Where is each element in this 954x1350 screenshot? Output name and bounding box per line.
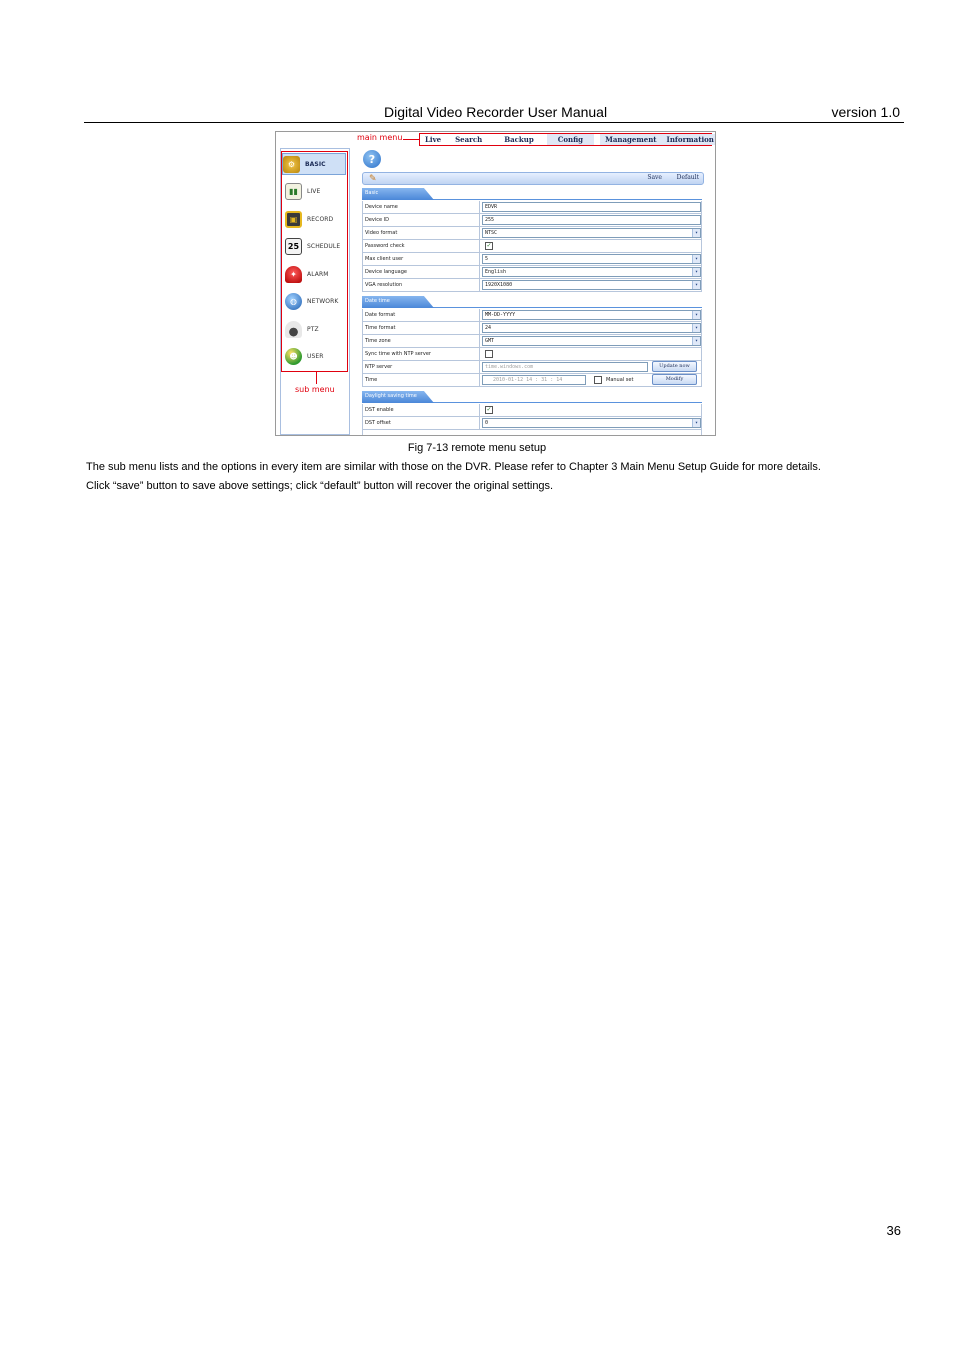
- sub-menu-basic[interactable]: [282, 153, 346, 175]
- sub-menu-label: BASIC: [305, 160, 326, 168]
- section-title: Date time: [365, 298, 390, 304]
- sub-menu-label: RECORD: [307, 215, 334, 223]
- setting-label: Time: [365, 377, 378, 383]
- toolbar: [362, 172, 704, 185]
- sub-menu-ptz[interactable]: [285, 318, 351, 340]
- date-format-select[interactable]: MM-DD-YYYY ▾: [482, 310, 701, 320]
- section-title: Basic: [365, 190, 379, 196]
- sub-menu-label: LIVE: [307, 187, 321, 195]
- setting-label: Time format: [365, 325, 396, 331]
- default-button[interactable]: Default: [676, 174, 699, 181]
- setting-label: Max client user: [365, 256, 404, 262]
- setting-row-partial: [362, 430, 702, 435]
- device-name-input[interactable]: EDVR: [482, 202, 701, 212]
- chevron-down-icon[interactable]: ▾: [692, 268, 700, 276]
- page-header-title: Digital Video Recorder User Manual: [384, 104, 608, 120]
- sub-menu-annotation-line: [316, 372, 317, 384]
- globe-icon: ◍: [285, 293, 302, 310]
- setting-row-time-format: [362, 322, 702, 335]
- calendar-icon: 25: [285, 238, 302, 255]
- update-now-button[interactable]: Update now: [652, 361, 697, 372]
- sub-menu-record[interactable]: [285, 208, 351, 230]
- setting-row-ntp-server: [362, 361, 702, 374]
- main-menu-management[interactable]: Management: [600, 134, 661, 145]
- main-menu-config[interactable]: Config: [547, 134, 594, 145]
- time-input[interactable]: 2010-01-12 14 : 31 : 14: [482, 375, 586, 385]
- main-menu-annotation-line: [403, 139, 419, 140]
- chevron-down-icon[interactable]: ▾: [692, 419, 700, 427]
- sub-menu-label: USER: [307, 352, 324, 360]
- setting-label: Date format: [365, 312, 396, 318]
- chevron-down-icon[interactable]: ▾: [692, 281, 700, 289]
- sync-ntp-checkbox[interactable]: [485, 350, 493, 358]
- alarm-icon: ✦: [285, 266, 302, 283]
- settings-panel: [362, 188, 704, 435]
- main-menu-search[interactable]: Search: [455, 135, 483, 144]
- video-format-select[interactable]: NTSC ▾: [482, 228, 701, 238]
- setting-row-sync-ntp: [362, 348, 702, 361]
- sub-menu-alarm[interactable]: [285, 263, 351, 285]
- save-button[interactable]: Save: [647, 174, 662, 181]
- vga-resolution-select[interactable]: 1920X1080 ▾: [482, 280, 701, 290]
- camera-dome-icon: [285, 321, 302, 338]
- body-paragraph: The sub menu lists and the options in every item are similar with those on the DVR. Please refer to Chapter 3 Main Menu Setup Guide for more details.: [86, 461, 821, 473]
- section-header-date-time: [362, 296, 702, 308]
- pencil-icon: ✎: [369, 174, 377, 184]
- chevron-down-icon[interactable]: ▾: [692, 311, 700, 319]
- sub-menu-user[interactable]: [285, 345, 351, 367]
- bar-chart-icon: ▮▮: [285, 183, 302, 200]
- setting-row-password-check: [362, 240, 702, 253]
- gear-icon: ⚙: [283, 156, 300, 173]
- header-rule: [84, 122, 904, 123]
- setting-label: DST offset: [365, 420, 391, 426]
- manual-set-label: Manual set: [606, 377, 634, 383]
- setting-label: Device language: [365, 269, 407, 275]
- sub-menu-network[interactable]: [285, 290, 351, 312]
- ntp-server-input[interactable]: time.windows.com: [482, 362, 648, 372]
- setting-row-device-name: [362, 201, 702, 214]
- sub-menu-live[interactable]: [285, 180, 351, 202]
- chevron-down-icon[interactable]: ▾: [692, 337, 700, 345]
- sub-menu-label: SCHEDULE: [307, 242, 341, 250]
- sub-menu-schedule[interactable]: [285, 235, 351, 257]
- chevron-down-icon[interactable]: ▾: [692, 255, 700, 263]
- page-header-version: version 1.0: [831, 104, 900, 120]
- setting-row-vga-resolution: [362, 279, 702, 292]
- device-language-select[interactable]: English ▾: [482, 267, 701, 277]
- sub-menu-label: PTZ: [307, 325, 319, 333]
- setting-row-device-language: [362, 266, 702, 279]
- setting-label: Video format: [365, 230, 398, 236]
- section-header-basic: [362, 188, 702, 200]
- sub-menu-annotation: sub menu: [295, 385, 335, 394]
- setting-row-dst-enable: [362, 404, 702, 417]
- main-menu-live[interactable]: Live: [425, 135, 442, 144]
- setting-label: VGA resolution: [365, 282, 403, 288]
- setting-label: NTP server: [365, 364, 393, 370]
- main-menu-bar: [419, 133, 712, 146]
- setting-row-time-zone: [362, 335, 702, 348]
- manual-set-checkbox[interactable]: [594, 376, 602, 384]
- setting-row-video-format: [362, 227, 702, 240]
- setting-label: Device name: [365, 204, 398, 210]
- section-header-dst: [362, 391, 702, 403]
- setting-label: Sync time with NTP server: [365, 351, 431, 357]
- page-number: 36: [886, 1223, 901, 1238]
- sub-menu-label: ALARM: [307, 270, 329, 278]
- main-menu-annotation: main menu: [357, 133, 403, 142]
- dst-enable-checkbox[interactable]: ✓: [486, 406, 492, 413]
- help-icon[interactable]: ?: [363, 150, 381, 168]
- figure-caption: Fig 7-13 remote menu setup: [407, 442, 547, 454]
- film-icon: ▣: [285, 211, 302, 228]
- setting-label: DST enable: [365, 407, 394, 413]
- setting-label: Device ID: [365, 217, 390, 223]
- section-title: Daylight saving time: [365, 393, 417, 399]
- remote-menu-screenshot: [275, 131, 716, 436]
- body-paragraph: Click “save” button to save above settings; click “default” button will recover the original settings.: [86, 480, 554, 492]
- setting-row-date-format: [362, 309, 702, 322]
- main-menu-backup[interactable]: Backup: [504, 135, 534, 144]
- setting-row-device-id: [362, 214, 702, 227]
- max-client-user-select[interactable]: 5 ▾: [482, 254, 701, 264]
- setting-row-max-client-user: [362, 253, 702, 266]
- time-format-select[interactable]: 24 ▾: [482, 323, 701, 333]
- dst-offset-select[interactable]: 0 ▾: [482, 418, 701, 428]
- sub-menu-label: NETWORK: [307, 297, 339, 305]
- password-check-checkbox[interactable]: ✓: [486, 242, 492, 249]
- setting-label: Password check: [365, 243, 405, 249]
- device-id-input[interactable]: 255: [482, 215, 701, 225]
- time-zone-select[interactable]: GMT ▾: [482, 336, 701, 346]
- setting-label: Time zone: [365, 338, 391, 344]
- chevron-down-icon[interactable]: ▾: [692, 229, 700, 237]
- modify-button[interactable]: Modify: [652, 374, 697, 385]
- setting-row-time: [362, 374, 702, 387]
- users-icon: ☻: [285, 348, 302, 365]
- chevron-down-icon[interactable]: ▾: [692, 324, 700, 332]
- main-menu-information[interactable]: Information: [662, 134, 716, 145]
- setting-row-dst-offset: [362, 417, 702, 430]
